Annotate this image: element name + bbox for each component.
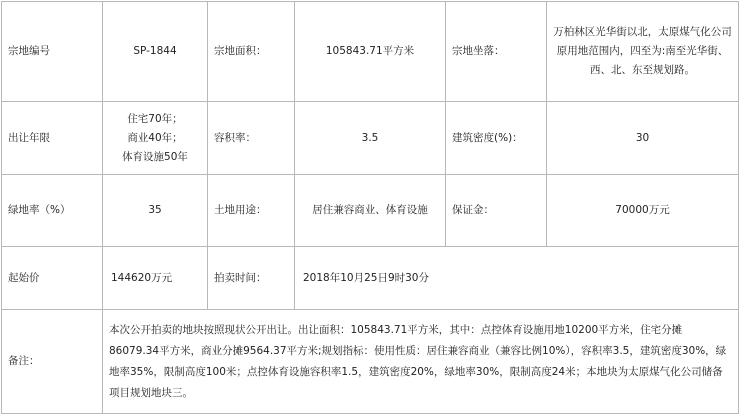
table-row — [2, 2, 739, 102]
green-ratio-label: 绿地率（%） — [2, 175, 103, 247]
parcel-location-label: 宗地坐落： — [446, 2, 547, 102]
deposit-value: 70000万元 — [547, 175, 739, 247]
plot-ratio-label: 容积率： — [208, 102, 295, 175]
green-ratio-value: 35 — [103, 175, 208, 247]
table-row — [2, 175, 739, 247]
parcel-location-value: 万柏林区光华街以北，太原煤气化公司原用地范围内，四至为:南至光华街、西、北、东至规划路。 — [547, 2, 739, 102]
plot-ratio-value: 3.5 — [295, 102, 446, 175]
auction-time-value: 2018年10月25日9时30分 — [295, 247, 739, 310]
table-row — [2, 102, 739, 175]
building-density-value: 30 — [547, 102, 739, 175]
table-row — [2, 247, 739, 310]
land-use-value: 居住兼容商业、体育设施 — [295, 175, 446, 247]
deposit-label: 保证金： — [446, 175, 547, 247]
building-density-label: 建筑密度(%)： — [446, 102, 547, 175]
lease-term-line: 体育设施50年 — [122, 150, 188, 163]
land-parcel-info-table — [1, 1, 739, 414]
auction-time-label: 拍卖时间： — [208, 247, 295, 310]
parcel-id-label: 宗地编号 — [2, 2, 103, 102]
starting-price-label: 起始价 — [2, 247, 103, 310]
remarks-label: 备注： — [2, 310, 103, 414]
lease-term-line: 住宅70年； — [127, 112, 183, 125]
lease-term-line: 商业40年； — [127, 131, 183, 144]
lease-term-label: 出让年限 — [2, 102, 103, 175]
parcel-area-value: 105843.71平方米 — [295, 2, 446, 102]
parcel-id-value: SP-1844 — [103, 2, 208, 102]
parcel-area-label: 宗地面积： — [208, 2, 295, 102]
starting-price-value: 144620万元 — [103, 247, 208, 310]
lease-term-value — [103, 102, 208, 175]
table-row — [2, 310, 739, 414]
land-use-label: 土地用途： — [208, 175, 295, 247]
remarks-value: 本次公开拍卖的地块按照现状公开出让。出让面积：105843.71平方米，其中：点控体育设施用地10200平方米，住宅分摊86079.34平方米，商业分摊9564.37平方米;规划指标：使用性质：居住兼容商业（兼容比例10%），容积率3.5，建筑密度30%，绿地率35%，限制高度100米；点控体育设施容积率1.5，建筑密度20%，绿地率30%，限制高度24米；本地块为太原煤气化公司储备项目规划地块三。 — [103, 310, 739, 414]
